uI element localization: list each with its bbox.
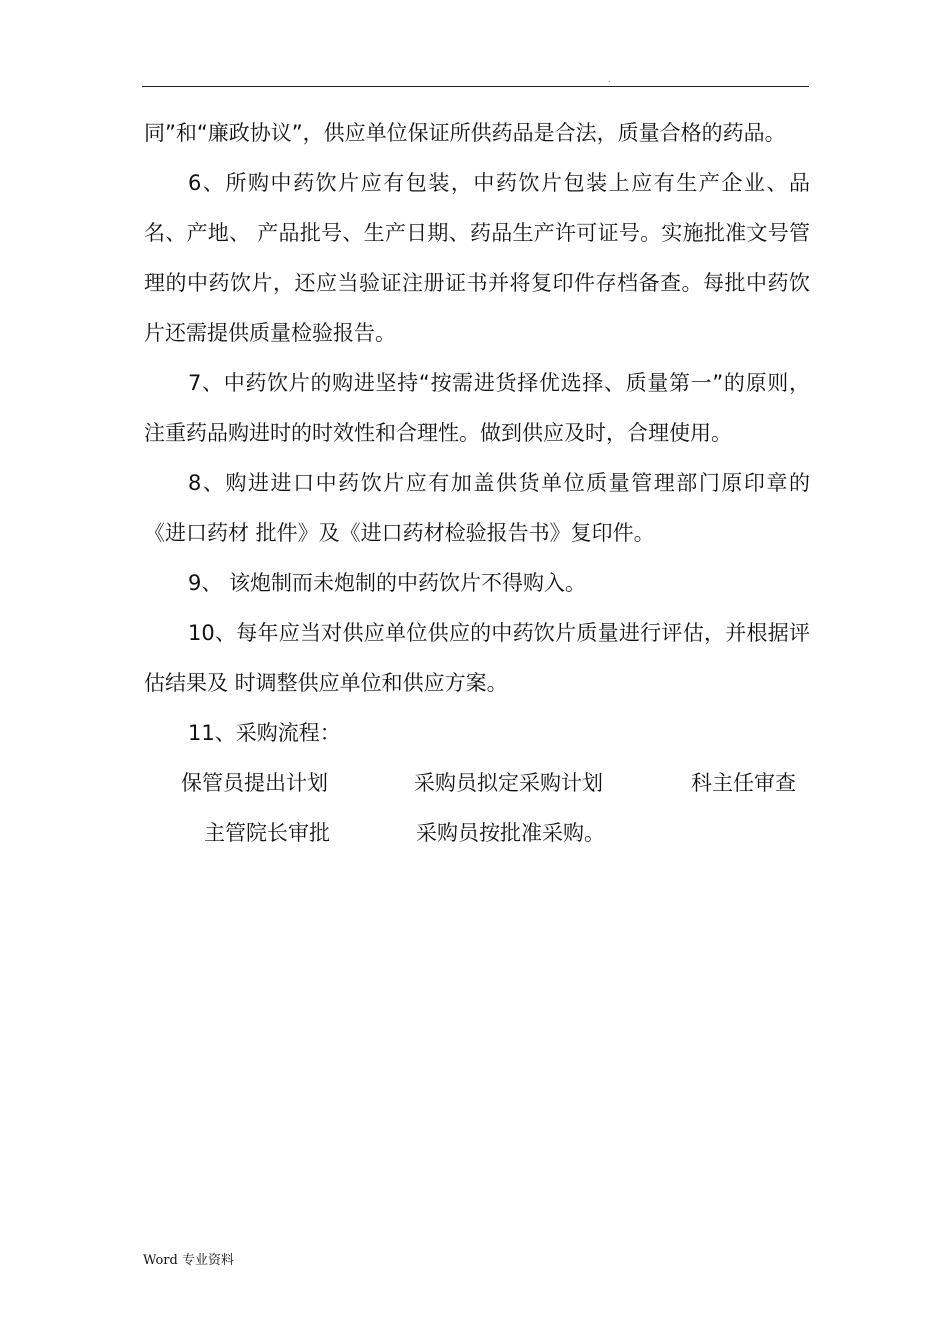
procurement-flow-row-1 — [144, 758, 810, 808]
header-rule — [142, 86, 809, 87]
flow-step-keeper-plan: 保管员提出计划 — [181, 771, 328, 795]
flow-step-buyer-purchase: 采购员按批准采购。 — [416, 821, 605, 845]
paragraph-item-7: 7、中药饮片的购进坚持“按需进货择优选择、质量第一”的原则，注重药品购进时的时效性和合理性。做到供应及时，合理使用。 — [144, 371, 810, 445]
procurement-flow-row-2 — [144, 808, 810, 858]
paragraph-item-11: 11、采购流程： — [188, 721, 341, 745]
paragraph-item-9: 9、 该炮制而未炮制的中药饮片不得购入。 — [188, 571, 587, 595]
paragraph-item-10: 10、每年应当对供应单位供应的中药饮片质量进行评估，并根据评估结果及 时调整供应单位和供应方案。 — [144, 621, 810, 695]
header-mark: . — [608, 75, 611, 84]
paragraph-item-6: 6、所购中药饮片应有包装，中药饮片包装上应有生产企业、品名、产地、 产品批号、生产日期、药品生产许可证号。实施批准文号管理的中药饮片，还应当验证注册证书并将复印件存档备查。每批中药饮片还需提供质量检验报告。 — [144, 171, 810, 345]
document-body — [144, 108, 810, 858]
paragraph-continuation: 同”和“廉政协议”，供应单位保证所供药品是合法，质量合格的药品。 — [144, 121, 786, 145]
flow-step-president-approve: 主管院长审批 — [204, 821, 330, 845]
footer-label: Word 专业资料 — [143, 1253, 234, 1268]
paragraph-item-8: 8、购进进口中药饮片应有加盖供货单位质量管理部门原印章的《进口药材 批件》及《进口药材检验报告书》复印件。 — [144, 471, 810, 545]
flow-step-buyer-draft: 采购员拟定采购计划 — [414, 771, 603, 795]
flow-step-director-review: 科主任审查 — [691, 771, 796, 795]
